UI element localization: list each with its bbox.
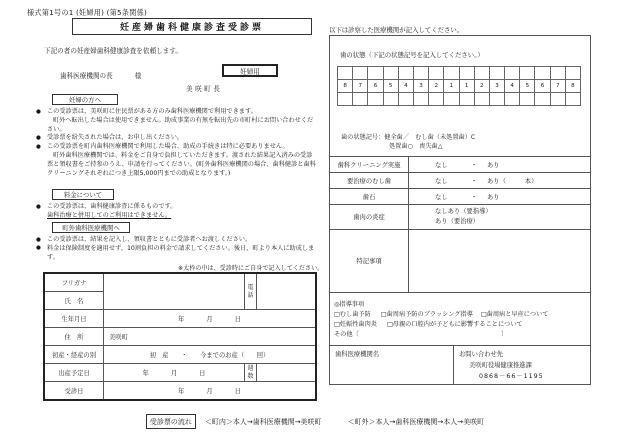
fees-underlined-note: 歯科治療と併用してのご利用はできません。 — [47, 211, 172, 219]
birthdate-month-label: 月 — [206, 316, 213, 323]
checkbox-brushing-guidance[interactable]: □歯周病予防のブラッシング指導 — [380, 311, 473, 319]
tooth-cell-upper-4[interactable] — [398, 67, 413, 80]
guidance-row-1 — [334, 310, 586, 320]
tooth-number-1: 1 — [444, 80, 459, 93]
gingivitis-option-none[interactable]: なし — [435, 208, 448, 215]
section-label-outside-clinics — [52, 222, 130, 233]
tooth-number-7: 7 — [353, 80, 368, 93]
teeth-chart-row-lower[interactable] — [338, 93, 581, 106]
list-item-label: この受診票は、結果を記入し、領収書とともに受診者へお渡しください。 — [47, 236, 252, 243]
calculus-option-yes[interactable]: あり — [487, 194, 500, 201]
table-row — [44, 364, 316, 382]
tooth-cell-upper-2[interactable] — [474, 67, 489, 80]
table-row — [44, 328, 316, 346]
mayor-line: 美咲町長 — [186, 85, 223, 93]
tooth-number-4: 4 — [398, 80, 413, 93]
clinic-section-note: 以下は診察した医療機関が記入してください。 — [329, 26, 464, 34]
special-notes-input[interactable] — [409, 229, 591, 292]
bullet-icon: ● — [36, 108, 41, 115]
cleaning-option-yes[interactable]: あり — [487, 162, 500, 169]
birthdate-day-label: 日 — [234, 316, 241, 323]
list-item-label: 受診票を紛失された場合は、お申し出ください。 — [47, 134, 184, 142]
contact-table — [329, 345, 591, 385]
gingivitis-option-yes-treatment[interactable]: あり（要治療） — [435, 217, 480, 225]
tooth-number-5: 5 — [383, 80, 398, 93]
teeth-symbol-legend — [341, 133, 475, 152]
section-label-for-pregnant — [52, 94, 118, 105]
weeks-input[interactable] — [257, 364, 317, 382]
guidance-other-field[interactable]: その他〔 〕 — [334, 331, 508, 339]
caries-option-yes[interactable]: あり（ 本） — [487, 178, 538, 185]
cleaning-label: 歯科クリーニング実施 — [330, 157, 409, 173]
tooth-cell-lower-1[interactable] — [459, 93, 474, 106]
tooth-cell-lower-7[interactable] — [550, 93, 565, 106]
calculus-option-none[interactable]: なし — [435, 194, 448, 201]
cleaning-options[interactable] — [409, 157, 591, 173]
clinic-name-cell[interactable] — [330, 346, 454, 385]
table-row — [44, 382, 316, 401]
section-body-outside-clinics — [36, 236, 318, 262]
duedate-year-label: 年 — [142, 370, 149, 377]
duedate-day-label: 日 — [199, 370, 206, 377]
pregnant-type-badge-text: 妊婦用 — [240, 67, 260, 76]
tooth-number-2: 2 — [474, 80, 489, 93]
tooth-number-3: 3 — [413, 80, 428, 93]
list-item — [36, 203, 318, 212]
table-row — [44, 346, 316, 364]
tooth-number-1: 1 — [459, 80, 474, 93]
calculus-label: 歯石 — [330, 189, 409, 205]
list-item-continuation: 町外へ転出した場合は使用できません。助成事業の有無を転出先の市町村にお問い合わせください。 — [47, 116, 314, 133]
table-row — [330, 346, 591, 385]
bullet-icon: ● — [36, 245, 41, 252]
section-body-fees — [36, 203, 318, 221]
pregnant-type-badge — [222, 64, 278, 77]
gingivitis-option-yes-guidance[interactable]: あり（要指導） — [447, 208, 492, 215]
tooth-cell-upper-6[interactable] — [535, 67, 550, 80]
tooth-cell-lower-5[interactable] — [383, 93, 398, 106]
tooth-cell-lower-1[interactable] — [444, 93, 459, 106]
applicant-table — [43, 272, 317, 401]
clinic-head-line — [60, 70, 141, 80]
list-item — [36, 134, 318, 143]
bullet-icon: ● — [36, 134, 41, 141]
teeth-symbol-legend-line1: 歯の状態記号：健全歯／ むし歯（未処置歯）C — [341, 134, 476, 141]
list-item — [36, 143, 318, 152]
contact-phone: 0868－66－1195 — [479, 373, 544, 381]
table-row — [44, 310, 316, 328]
option-separator: ・ — [470, 194, 478, 201]
visitdate-day-label: 日 — [234, 388, 241, 395]
list-item — [36, 236, 318, 245]
tooth-cell-upper-6[interactable] — [368, 67, 383, 80]
tooth-cell-upper-3[interactable] — [489, 67, 504, 80]
tooth-cell-upper-1[interactable] — [444, 67, 459, 80]
clinic-name-label: 歯科医療機関名 — [335, 351, 380, 358]
tooth-cell-lower-8[interactable] — [338, 93, 353, 106]
flow-inside-town: ＜町内＞本人→歯科医療機関→美咲町 — [204, 417, 322, 426]
parity-input[interactable]: 初 産 ・ 今までのお産（ 回） — [104, 346, 317, 364]
furigana-label: フリガナ — [44, 273, 104, 292]
weeks-label: 週 数 — [245, 364, 257, 382]
request-line: 下記の者の妊産婦歯科健康診査を依頼します。 — [44, 47, 182, 55]
tooth-cell-lower-3[interactable] — [489, 93, 504, 106]
tooth-number-4: 4 — [505, 80, 520, 93]
tooth-cell-lower-4[interactable] — [398, 93, 413, 106]
tooth-cell-lower-3[interactable] — [413, 93, 428, 106]
page-title — [72, 18, 312, 35]
duedate-month-label: 月 — [170, 370, 178, 377]
tooth-number-6: 6 — [368, 80, 383, 93]
tooth-cell-upper-7[interactable] — [550, 67, 565, 80]
list-item — [36, 245, 318, 263]
caries-options[interactable] — [409, 173, 591, 189]
birthdate-year-label: 年 — [178, 316, 185, 323]
flow-outside-town: ＜町外＞本人→歯科医療機関→本人→美咲町 — [347, 417, 485, 426]
checkbox-pregnancy-gingivitis[interactable]: □妊娠性歯肉炎 — [334, 321, 377, 329]
visitdate-month-label: 月 — [206, 388, 213, 395]
name-input[interactable] — [104, 273, 245, 310]
list-item-continuation: 町外歯科医療機関では、料金をご自身で負担していただきます。渡された結果記入済みの受診票と領収書をご持参のうえ、申請を行ってください。(町外歯科医療機関の場合、歯科健診と歯科クリーニングそれぞれにつき上限5,000円までの助成となります。) — [47, 151, 316, 177]
tooth-cell-lower-2[interactable] — [474, 93, 489, 106]
thick-frame-note: ※太枠の中は、受診時にご自身で記入してください。 — [178, 265, 324, 272]
contact-label: お問い合わせ先 — [459, 351, 504, 358]
list-item-label: この受診票は、美咲町に住民票がある方のみ歯科医療機関で利用できます。 — [47, 108, 257, 115]
gingivitis-options[interactable] — [409, 205, 591, 230]
guidance-heading: ◎指導事項 — [334, 301, 365, 308]
phone-label: 電 話 — [245, 273, 257, 310]
tooth-cell-lower-2[interactable] — [429, 93, 444, 106]
duedate-input[interactable] — [104, 364, 245, 382]
tooth-number-8: 8 — [338, 80, 353, 93]
tooth-number-5: 5 — [520, 80, 535, 93]
birthdate-input[interactable] — [104, 310, 317, 328]
table-row — [330, 157, 591, 173]
guidance-section — [334, 300, 586, 340]
tooth-cell-lower-6[interactable] — [368, 93, 383, 106]
list-item-label: この受診票を町内歯科医療機関で利用した場合、助成の手続きは特に必要ありません。 — [47, 143, 289, 151]
section-body-for-pregnant — [36, 108, 318, 178]
tooth-cell-lower-5[interactable] — [520, 93, 535, 106]
tooth-cell-upper-8[interactable] — [565, 67, 580, 80]
visitdate-year-label: 年 — [178, 388, 185, 395]
list-item — [36, 108, 318, 117]
tooth-cell-lower-8[interactable] — [565, 93, 580, 106]
section-label-fees — [52, 189, 114, 200]
table-row — [330, 205, 591, 230]
gingivitis-row-2[interactable] — [435, 217, 590, 227]
gingivitis-label: 歯肉の炎症 — [330, 205, 409, 230]
bullet-icon: ● — [36, 236, 41, 243]
tooth-cell-upper-1[interactable] — [459, 67, 474, 80]
guidance-row-2 — [334, 320, 586, 330]
caries-label: 要治療のむし歯 — [330, 173, 409, 189]
table-row — [330, 189, 591, 205]
option-separator: ・ — [470, 178, 478, 185]
findings-table — [329, 156, 591, 293]
teeth-chart-table[interactable] — [337, 66, 581, 106]
tooth-cell-upper-8[interactable] — [338, 67, 353, 80]
tooth-cell-lower-4[interactable] — [505, 93, 520, 106]
table-row — [44, 273, 316, 292]
address-label: 住 所 — [44, 328, 104, 346]
clinic-head-label: 歯科医療機関の長 — [60, 72, 113, 80]
birthdate-label: 生年月日 — [44, 310, 104, 328]
honorific-sama: 様 — [134, 72, 142, 80]
checkbox-caries-prevention[interactable]: □むし歯予防 — [334, 311, 371, 319]
special-notes-label: 特記事項 — [330, 229, 409, 292]
caries-option-none[interactable]: なし — [435, 178, 448, 185]
tooth-cell-upper-7[interactable] — [353, 67, 368, 80]
form-code: 様式第1号の1 (妊婦用) (第5条関係) — [27, 8, 147, 17]
teeth-chart-row-numbers — [338, 80, 581, 93]
cleaning-option-none[interactable]: なし — [435, 162, 448, 169]
gingivitis-row-1[interactable] — [435, 207, 590, 217]
address-input[interactable]: 美咲町 — [104, 328, 317, 346]
section-label-outside-clinics-text: 町外歯科医療機関へ — [62, 224, 120, 232]
tooth-cell-upper-5[interactable] — [383, 67, 398, 80]
list-item-label: 料金は保険制度を適用せず、10割負担の料金で請求してください。後日、町より本人に助成します。 — [47, 244, 315, 261]
option-separator: ・ — [470, 162, 478, 169]
contact-org: 美咲町役場健康推進課 — [469, 362, 532, 370]
section-label-fees-text: 料金について — [63, 191, 103, 199]
checkbox-maternal-oral-effect[interactable]: □母親の口腔内が子どもに影響することについて — [386, 321, 523, 329]
visitdate-label: 受診日 — [44, 382, 104, 401]
list-item-label: この受診票は、歯科健康診査に係るものです。 — [47, 203, 177, 210]
bullet-icon: ● — [36, 203, 41, 210]
table-row — [330, 173, 591, 189]
duedate-label: 出産予定日 — [44, 364, 104, 382]
checkbox-perio-preterm[interactable]: □歯周病と早産について — [480, 311, 549, 319]
tooth-cell-upper-2[interactable] — [429, 67, 444, 80]
tooth-number-3: 3 — [489, 80, 504, 93]
flow-bar — [0, 414, 630, 429]
tooth-number-2: 2 — [429, 80, 444, 93]
tooth-cell-lower-6[interactable] — [535, 93, 550, 106]
calculus-options[interactable] — [409, 189, 591, 205]
tooth-number-8: 8 — [565, 80, 580, 93]
tooth-cell-upper-4[interactable] — [505, 67, 520, 80]
section-label-for-pregnant-text: 妊婦の方へ — [69, 96, 101, 104]
phone-input[interactable] — [257, 273, 317, 310]
name-label: 氏 名 — [44, 292, 104, 310]
parity-label: 初産・経産の別 — [44, 346, 104, 364]
visitdate-input[interactable] — [104, 382, 317, 401]
teeth-symbol-legend-line2: 処置歯○ 喪失歯△ — [389, 143, 443, 151]
teeth-chart-caption: 歯の状態（下記の状態記号を記入してください。） — [340, 51, 484, 59]
bullet-icon: ● — [36, 143, 41, 150]
flow-label: 受診票の流れ — [146, 414, 196, 429]
contact-info-cell — [454, 346, 591, 385]
page-title-text: 妊産婦歯科健康診査受診票 — [119, 23, 264, 33]
tooth-cell-lower-7[interactable] — [353, 93, 368, 106]
table-row — [330, 229, 591, 292]
tooth-cell-upper-5[interactable] — [520, 67, 535, 80]
tooth-cell-upper-3[interactable] — [413, 67, 428, 80]
teeth-chart-row-upper[interactable] — [338, 67, 581, 80]
tooth-number-6: 6 — [535, 80, 550, 93]
tooth-number-7: 7 — [550, 80, 565, 93]
